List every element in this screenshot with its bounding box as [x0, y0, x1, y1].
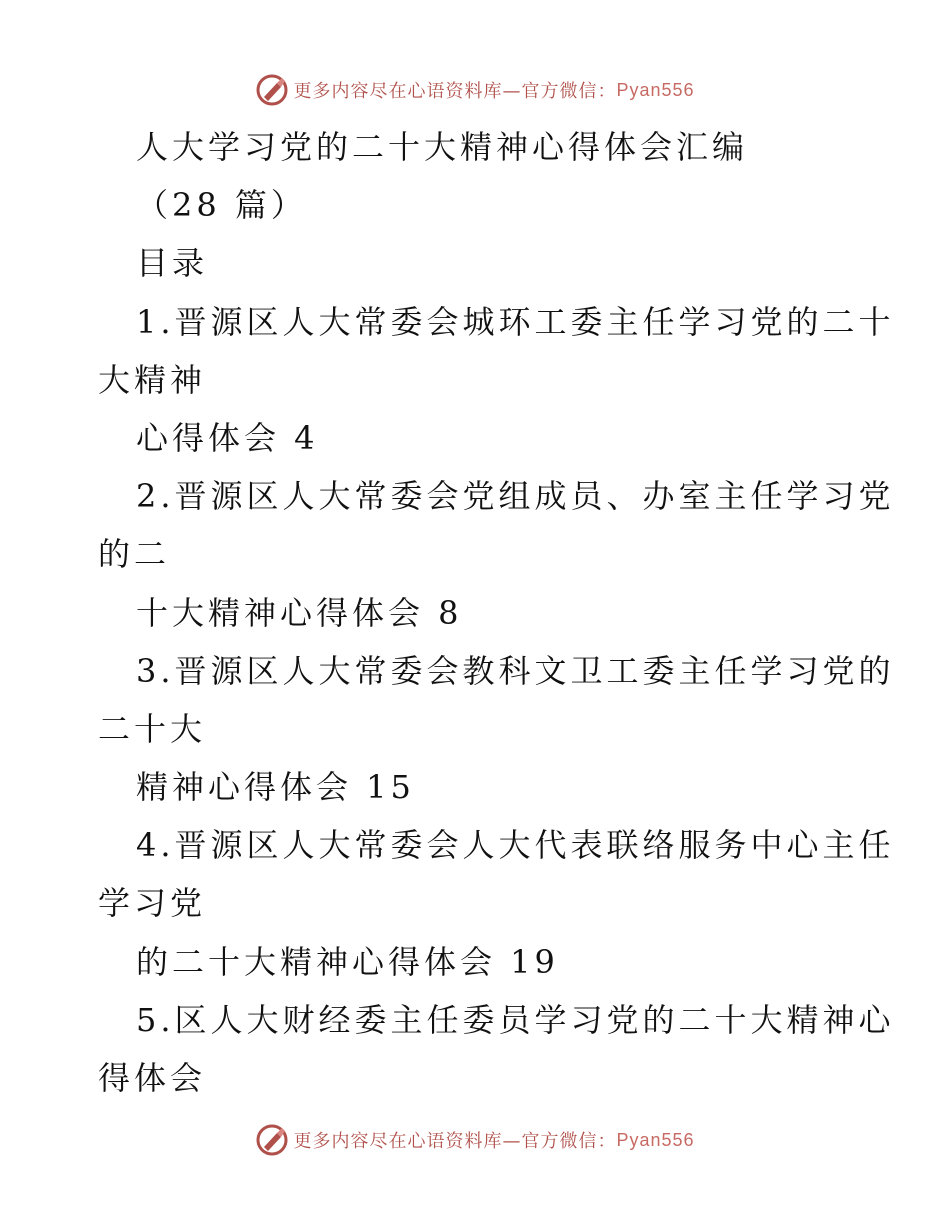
pen-logo-icon: [255, 73, 289, 107]
toc-entry-2-cont: 的二: [98, 535, 171, 574]
header-watermark: [0, 70, 950, 110]
toc-entry-5: 5.区人大财经委主任委员学习党的二十大精神心: [136, 1000, 895, 1039]
toc-entry-1-cont: 大精神: [98, 360, 207, 399]
toc-heading: 目录: [136, 244, 209, 283]
document-body: [98, 118, 895, 1107]
toc-entry-2-page: 十大精神心得体会 8: [136, 593, 463, 632]
toc-entry-2: 2.晋源区人大常委会党组成员、办室主任学习党: [136, 477, 895, 516]
pen-logo-icon: [255, 1123, 289, 1157]
toc-entry-4-cont: 学习党: [98, 884, 207, 923]
watermark-wechat: Pyan556: [616, 79, 695, 100]
toc-entry-3-cont: 二十大: [98, 709, 207, 748]
toc-entry-1-page: 心得体会 4: [136, 418, 319, 457]
toc-entry-5-cont: 得体会: [98, 1059, 207, 1097]
watermark-wechat: Pyan556: [616, 1129, 695, 1150]
toc-entry-3: 3.晋源区人大常委会教科文卫工委主任学习党的: [136, 651, 895, 690]
toc-entry-4-page: 的二十大精神心得体会 19: [136, 942, 559, 981]
document-title: 人大学习党的二十大精神心得体会汇编: [136, 128, 749, 166]
toc-entry-3-page: 精神心得体会 15: [136, 768, 415, 807]
footer-watermark: [0, 1120, 950, 1160]
toc-entry-1: 1.晋源区人大常委会城环工委主任学习党的二十: [136, 302, 895, 341]
document-subtitle: （28 篇）: [136, 186, 307, 225]
watermark-text: 更多内容尽在心语资料库—官方微信：: [293, 1131, 617, 1152]
watermark-text: 更多内容尽在心语资料库—官方微信：: [293, 81, 617, 102]
toc-entry-4: 4.晋源区人大常委会人大代表联络服务中心主任: [136, 826, 895, 865]
